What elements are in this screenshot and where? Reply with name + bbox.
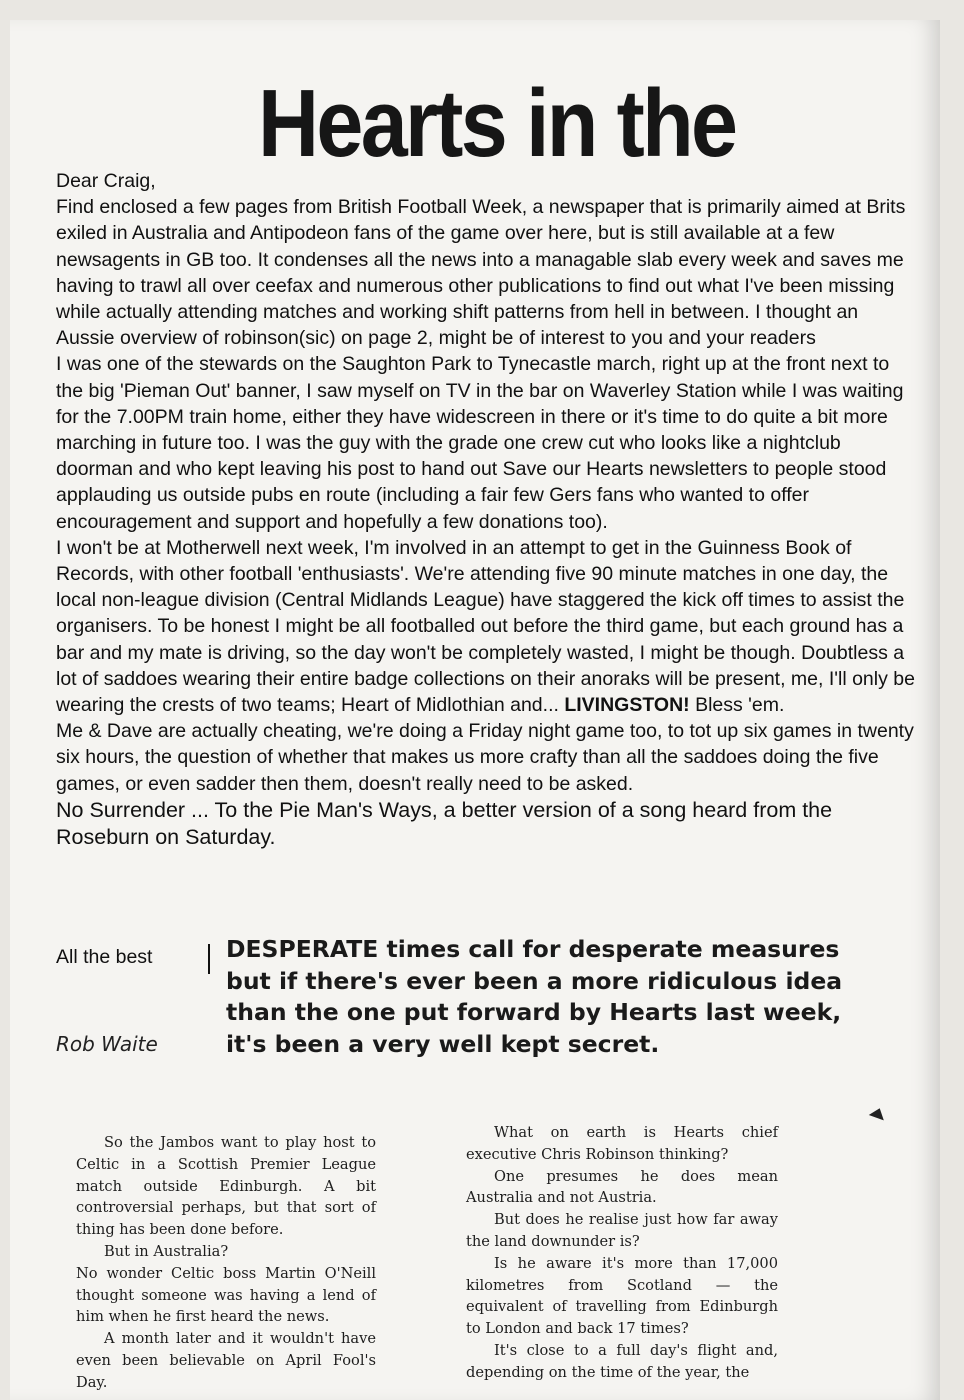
article-headline: Hearts in the (258, 70, 736, 177)
letter-paragraph-1: Find enclosed a few pages from British Football Week, a newspaper that is primarily aimed at Brits exiled in Australia and Antipodeon fans of the game over here, but is still available at a few newsagents in GB too. It condenses all the news into a managable slab every week and saves me having to trawl all over ceefax and numerous other publications to find out what I've been missing while actually attending matches and working shift patterns from hell in between. I thought an Aussie overview of robinson(sic) on page 2, might be of interest to you and your readers (56, 196, 906, 350)
letter-paragraph-3-end: Bless 'em. (695, 694, 785, 717)
deck-rule (208, 944, 210, 974)
article-paragraph: But does he realise just how far away the land downunder is? (466, 1211, 778, 1250)
article-paragraph: But in Australia? (104, 1242, 229, 1260)
letter-signature: Rob Waite (56, 1032, 158, 1056)
letter-greeting: Dear Craig, (56, 170, 156, 192)
article-paragraph: Is he aware it's more than 17,000 kilometres from Scotland — the equivalent of travelling from Edinburgh to London and back 17 times? (466, 1254, 778, 1338)
article-paragraph: What on earth is Hearts chief executive Chris Robinson thinking? (466, 1124, 778, 1163)
letter-body (56, 168, 916, 851)
article-paragraph: A month later and it wouldn't have even been believable on April Fool's Day. (76, 1330, 376, 1391)
deck-line: than the one put forward by Hearts last week, (226, 998, 842, 1026)
article-paragraph: One presumes he does mean Australia and not Austria. (466, 1167, 778, 1207)
letter-paragraph-5: No Surrender ... To the Pie Man's Ways, a better version of a song heard from the Roseburn on Saturday. (56, 797, 833, 849)
article-paragraph: No wonder Celtic boss Martin O'Neill thought someone was having a lend of him when he first heard the news. (76, 1264, 376, 1326)
article-column-1 (76, 1132, 376, 1394)
article-deck (226, 934, 916, 1060)
letter-closing: All the best (56, 946, 153, 968)
letter-paragraph-3 (56, 535, 916, 718)
deck-line: it's been a very well kept secret. (226, 1029, 660, 1058)
letter-paragraph-3-text: I won't be at Motherwell next week, I'm involved in an attempt to get in the Guinness Book of Records, with other football 'enthusiasts'. We're attending five 90 minute matches in one day, the local non-league division (Central Midlands League) have staggered the kick off times to assist the organisers. To be honest I might be all footballed out before the third game, but each ground has a bar and my mate is driving, so the day won't be completely wasted, I might be though. Doubtless a lot of saddoes wearing their entire badge collections on their anoraks will be present, me, I'll only be wearing the crests of two teams; Heart of Midlothian and... (56, 536, 915, 717)
letter-paragraph-4: Me & Dave are actually cheating, we're doing a Friday night game too, to tot up six games in twenty six hours, the question of whether that makes us more crafty than all the saddoes doing the five games, or even sadder then them, doesn't really need to be asked. (56, 720, 914, 795)
article-column-2 (466, 1122, 778, 1384)
livingston-emphasis: LIVINGSTON! (564, 694, 690, 717)
letter-paragraph-2: I was one of the stewards on the Saughton Park to Tynecastle march, right up at the front next to the big 'Pieman Out' banner, I saw myself on TV in the bar on Waverley Station while I was waiting for the 7.00PM train home, either they have widescreen in there or it's time to do quite a bit more marching in future too. I was the guy with the grade one crew cut who looks like a nightclub doorman and who kept leaving his post to hand out Save our Hearts newsletters to people stood applauding us outside pubs en route (including a fair few Gers fans who wanted to offer encouragement and support and hopefully a few donations too). (56, 353, 904, 533)
deck-line: DESPERATE times call for desperate measures (226, 935, 840, 963)
deck-line: but if there's ever been a more ridiculous idea (226, 966, 843, 995)
article-paragraph: It's close to a full day's flight and, depending on the time of the year, the (466, 1341, 778, 1381)
article-paragraph: So the Jambos want to play host to Celtic in a Scottish Premier League match outside Edinburgh. A bit controversial perhaps, but that sort of thing has been done before. (76, 1134, 376, 1239)
